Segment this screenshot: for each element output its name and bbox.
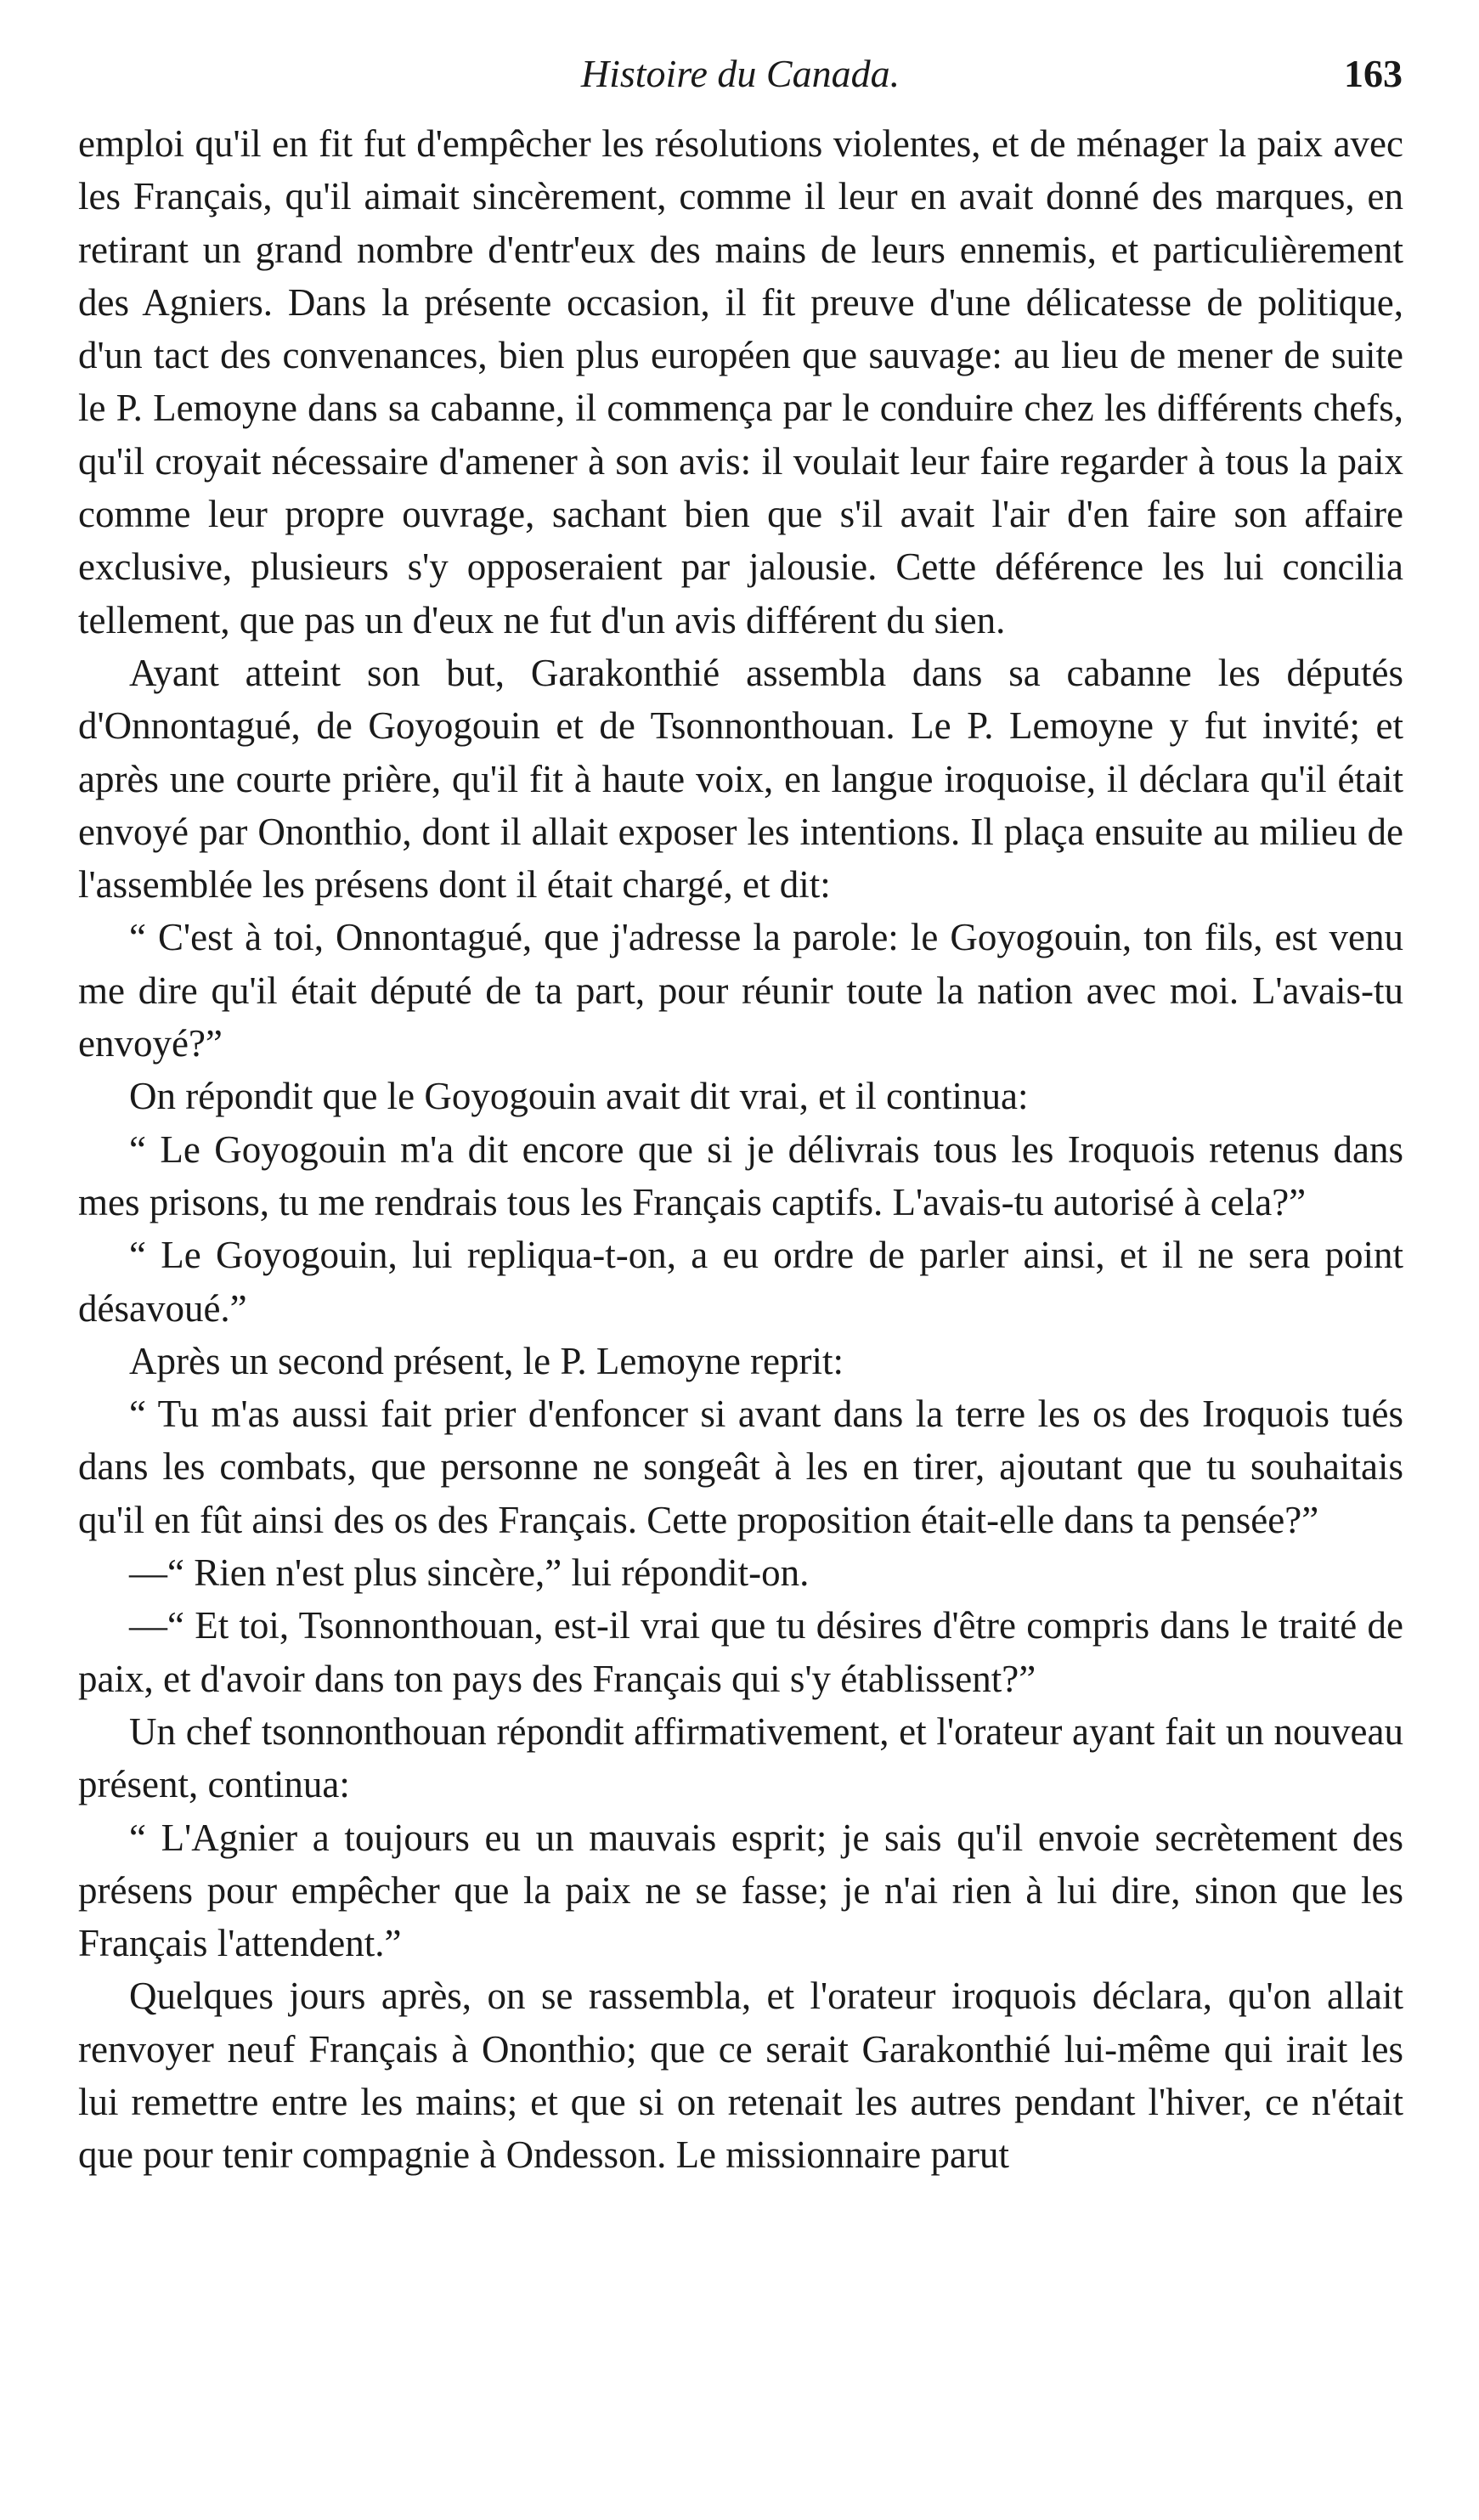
paragraph: On répondit que le Goyogouin avait dit vrai, et il continua: <box>129 1075 1029 1118</box>
paragraph: “ Le Goyogouin m'a dit encore que si je délivrais tous les Iroquois retenus dans mes prisons, tu me rendrais tous les Français captifs. L'avais-tu autorisé à cela?” <box>78 1127 1403 1223</box>
paragraph: Un chef tsonnonthouan répondit affirmativement, et l'orateur ayant fait un nouveau présent, continua: <box>78 1709 1403 1806</box>
paragraph: —“ Et toi, Tsonnonthouan, est-il vrai que tu désires d'être compris dans le traité de paix, et d'avoir dans ton pays des Français qui s'y établissent?” <box>78 1604 1403 1700</box>
paragraph: “ L'Agnier a toujours eu un mauvais esprit; je sais qu'il envoie secrètement des présens pour empêcher que la paix ne se fasse; je n'ai rien à lui dire, sinon que les Français l'attendent.” <box>78 1816 1403 1965</box>
page-number: 163 <box>1344 52 1403 95</box>
paragraph: “ Le Goyogouin, lui repliqua-t-on, a eu ordre de parler ainsi, et il ne sera point désavoué.” <box>78 1234 1403 1330</box>
paragraph: “ C'est à toi, Onnontagué, que j'adresse la parole: le Goyogouin, ton fils, est venu me dire qu'il était député de ta part, pour réunir toute la nation avec moi. L'avais-tu envoyé?” <box>78 916 1403 1065</box>
body-text <box>78 117 1403 2182</box>
running-title: Histoire du Canada. <box>580 52 900 95</box>
paragraph: Après un second présent, le P. Lemoyne reprit: <box>129 1339 844 1382</box>
page-header <box>78 44 1403 104</box>
paragraph: “ Tu m'as aussi fait prier d'enfoncer si avant dans la terre les os des Iroquois tués dans les combats, que personne ne songeât à les en tirer, ajoutant que tu souhaitais qu'il en fût ainsi des os des Français. Cette proposition était-elle dans ta pensée?” <box>78 1393 1403 1541</box>
paragraph: —“ Rien n'est plus sincère,” lui répondit-on. <box>129 1551 810 1595</box>
paragraph: Ayant atteint son but, Garakonthié assembla dans sa cabanne les députés d'Onnontagué, de Goyogouin et de Tsonnonthouan. Le P. Lemoyne y fut invité; et après une courte prière, qu'il fit à haute voix, en langue iroquoise, il déclara qu'il était envoyé par Ononthio, dont il allait exposer les intentions. Il plaça ensuite au milieu de l'assemblée les présens dont il était chargé, et dit: <box>78 651 1403 907</box>
paragraph: Quelques jours après, on se rassembla, et l'orateur iroquois déclara, qu'on allait renvoyer neuf Français à Ononthio; que ce serait Garakonthié lui-même qui irait les lui remettre entre les mains; et que si on retenait les autres pendant l'hiver, ce n'était que pour tenir compagnie à Ondesson. Le missionnaire parut <box>78 1975 1403 2177</box>
paragraph: emploi qu'il en fit fut d'empêcher les résolutions violentes, et de ménager la paix avec les Français, qu'il aimait sincèrement, comme il leur en avait donné des marques, en retirant un grand nombre d'entr'eux des mains de leurs ennemis, et particulièrement des Agniers. Dans la présente occasion, il fit preuve d'une délicatesse de politique, d'un tact des convenances, bien plus européen que sauvage: au lieu de mener de suite le P. Lemoyne dans sa cabanne, il commença par le conduire chez les différents chefs, qu'il croyait nécessaire d'amener à son avis: il voulait leur faire regarder à tous la paix comme leur propre ouvrage, sachant bien que s'il avait l'air d'en faire son affaire exclusive, plusieurs s'y opposeraient par jalousie. Cette déférence les lui concilia tellement, que pas un d'eux ne fut d'un avis différent du sien. <box>78 122 1403 641</box>
